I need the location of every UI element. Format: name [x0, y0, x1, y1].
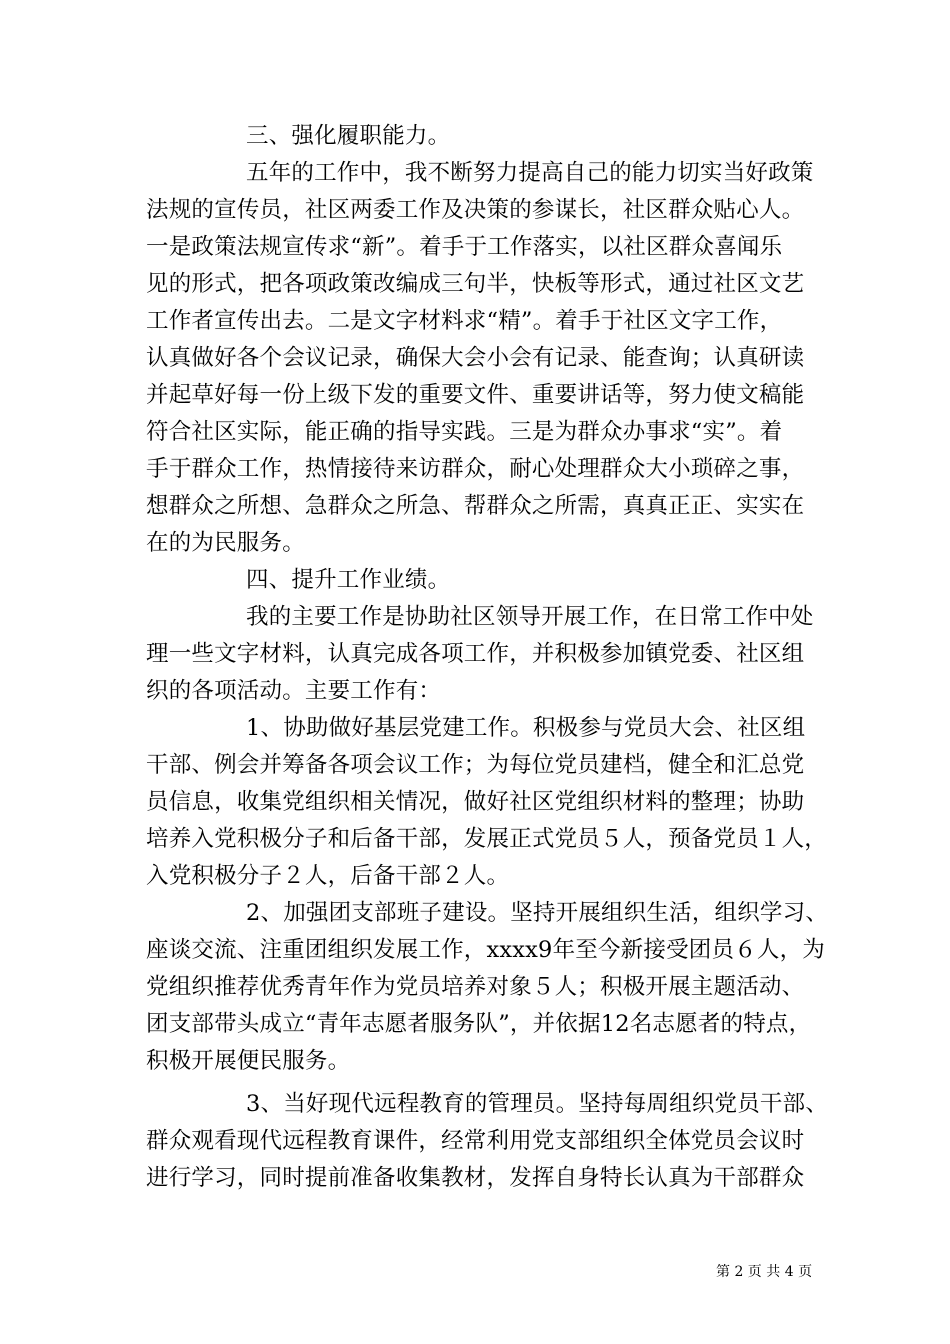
list-item-1-line: 干部、例会并筹备各项会议工作；为每位党员建档，健全和汇总党: [146, 752, 805, 778]
list-item-2-line: 团支部带头成立“青年志愿者服务队”，并依据12名志愿者的特点，: [146, 1011, 812, 1037]
paragraph-line: 一是政策法规宣传求“新”。着手于工作落实，以社区群众喜闻乐: [146, 234, 783, 260]
paragraph-line: 想群众之所想、急群众之所急、帮群众之所需，真真正正、实实在: [146, 493, 805, 519]
list-item-1-line: 1、协助做好基层党建工作。积极参与党员大会、社区组: [246, 715, 806, 741]
paragraph-line: 见的形式，把各项政策改编成三句半，快板等形式，通过社区文艺: [146, 271, 805, 297]
paragraph-line: 五年的工作中，我不断努力提高自己的能力切实当好政策: [246, 160, 814, 186]
list-item-1-line: 入党积极分子２人，后备干部２人。: [146, 863, 510, 889]
page-number: 第 2 页 共 4 页: [716, 1264, 813, 1280]
paragraph-line: 在的为民服务。: [146, 530, 305, 556]
heading-3: 三、强化履职能力。: [246, 123, 451, 149]
list-item-3-line: 进行学习，同时提前准备收集教材，发挥自身特长认真为干部群众: [146, 1165, 805, 1191]
heading-4: 四、提升工作业绩。: [246, 567, 451, 593]
list-item-1-line: 培养入党积极分子和后备干部，发展正式党员５人，预备党员１人，: [146, 826, 828, 852]
list-item-2-line: 党组织推荐优秀青年作为党员培养对象５人；积极开展主题活动、: [146, 974, 805, 1000]
paragraph-line: 认真做好各个会议记录，确保大会小会有记录、能查询；认真研读: [146, 345, 805, 371]
list-item-3-line: 3、当好现代远程教育的管理员。坚持每周组织党员干部、: [246, 1091, 829, 1117]
list-item-1-line: 员信息，收集党组织相关情况，做好社区党组织材料的整理；协助: [146, 789, 805, 815]
list-item-2-line: 2、加强团支部班子建设。坚持开展组织生活，组织学习、: [246, 900, 829, 926]
paragraph-line: 手于群众工作，热情接待来访群众，耐心处理群众大小琐碎之事，: [146, 456, 805, 482]
paragraph-line: 织的各项活动。主要工作有：: [146, 678, 442, 704]
list-item-2-line: 积极开展便民服务。: [146, 1048, 351, 1074]
paragraph-line: 我的主要工作是协助社区领导开展工作，在日常工作中处: [246, 604, 814, 630]
paragraph-line: 法规的宣传员，社区两委工作及决策的参谋长，社区群众贴心人。: [146, 197, 805, 223]
list-item-2-line: 座谈交流、注重团组织发展工作，xxxx9年至今新接受团员６人，为: [146, 937, 825, 963]
paragraph-line: 并起草好每一份上级下发的重要文件、重要讲话等，努力使文稿能: [146, 382, 805, 408]
list-item-3-line: 群众观看现代远程教育课件，经常利用党支部组织全体党员会议时: [146, 1128, 805, 1154]
paragraph-line: 符合社区实际，能正确的指导实践。三是为群众办事求“实”。着: [146, 419, 783, 445]
paragraph-line: 工作者宣传出去。二是文字材料求“精”。着手于社区文字工作，: [146, 308, 783, 334]
paragraph-line: 理一些文字材料，认真完成各项工作，并积极参加镇党委、社区组: [146, 641, 805, 667]
